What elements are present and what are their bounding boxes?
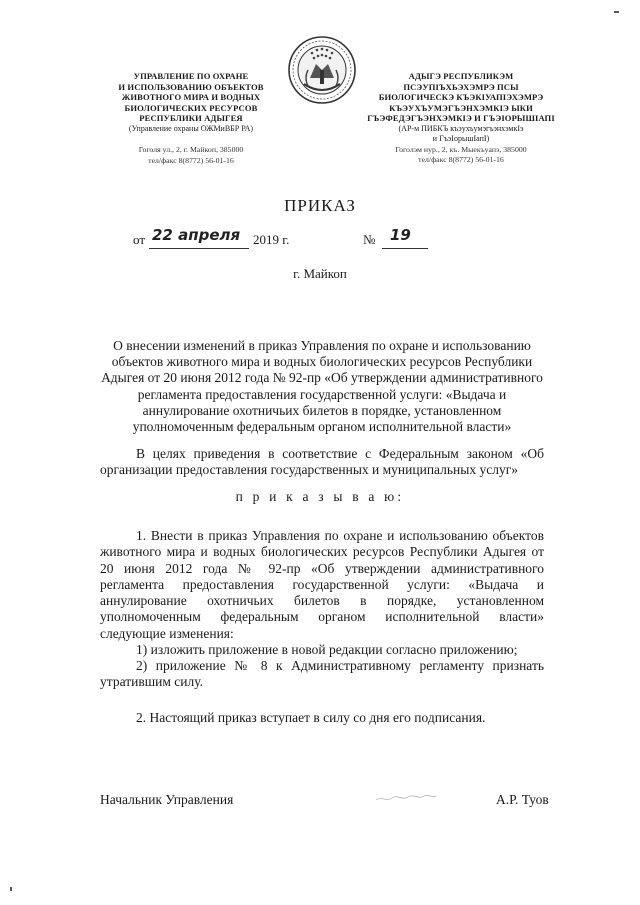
date-prefix: от	[133, 232, 146, 247]
signatory-name: А.Р. Туов	[496, 792, 549, 807]
order-number-underline	[382, 248, 428, 249]
header-right-abbr-1: (АР-м ПИБКЪ къэухъумэгъэнхэмкІэ	[398, 123, 524, 133]
order-number: 19	[390, 226, 411, 244]
signature-scribble-icon	[372, 782, 442, 808]
date-year: 2019 г.	[253, 232, 290, 247]
header-right-phone: тел/факс 8(8772) 56-01-16	[418, 155, 504, 164]
item-1-1: 1) изложить приложение в новой редакции согласно приложению;	[136, 642, 518, 657]
header-right-address: Гоголэм иур., 2, къ. Мыекъуапэ, 385000	[395, 144, 527, 154]
header-left-line: И ИСПОЛЬЗОВАНИЮ ОБЪЕКТОВ	[118, 81, 264, 92]
header-left-abbr: (Управление охраны ОЖМиВБР РА)	[128, 123, 254, 133]
order-word: п р и к а з ы в а ю:	[235, 489, 405, 504]
header-left-phone: тел/факс 8(8772) 56-01-16	[148, 155, 234, 165]
header-right-line: ПСЭУПІЪХЬЭХЭМРЭ ПСЫ	[403, 81, 519, 92]
header-right-line: АДЫГЭ РЕСПУБЛИКЭМ	[408, 71, 514, 81]
item-2: 2. Настоящий приказ вступает в силу со дня его подписания.	[136, 710, 486, 725]
signatory-position: Начальник Управления	[100, 792, 234, 807]
header-left-line: БИОЛОГИЧЕСКИХ РЕСУРСОВ	[124, 102, 258, 113]
header-right-line: КЪЭУХЪУМЭГЪЭНХЭМКІЭ ЫКИ	[389, 102, 533, 113]
header-left-line: РЕСПУБЛИКИ АДЫГЕЯ	[139, 113, 243, 123]
header-right-line: БИОЛОГИЧЕСКЭ КЪЭКІУАПІЭХЭМРЭ	[378, 92, 544, 102]
coat-of-arms-emblem-icon	[286, 34, 358, 106]
scan-mark	[10, 887, 12, 891]
header-left-line: ЖИВОТНОГО МИРА И ВОДНЫХ	[121, 92, 261, 102]
header-left	[96, 71, 286, 166]
date-day-month: 22 апреля	[152, 226, 241, 244]
order-subject: О внесении изменений в приказ Управления по охране и использованию объектов животного мира и водных биологических ресурсов Республики Адыгея от 20 июня 2012 года № 92-пр «Об утверждении административного регламента предоставления государственной услуги: «Выдача и аннулирование охотничьих билетов в порядке, установленном уполномоченным федеральным органом исполнительной власти»	[101, 338, 543, 435]
preamble: В целях приведения в соответствие с Федеральным законом «Об организации предоставления государственных и муниципальных услуг»	[100, 446, 544, 478]
item-1-2: 2) приложение № 8 к Административному регламенту признать утратившим силу.	[100, 658, 544, 690]
date-underline	[149, 248, 249, 249]
scan-mark	[614, 11, 619, 13]
document-title: ПРИКАЗ	[284, 196, 356, 215]
header-right-line: ГЪЭФЕДЭГЪЭНХЭМКІЭ И ГЪЭІОРЫШІАПІ	[367, 113, 555, 123]
city: г. Майкоп	[293, 266, 347, 281]
header-right	[356, 71, 566, 166]
header-left-address: Гоголя ул., 2, г. Майкоп, 385000	[138, 145, 244, 154]
header-right-abbr-2: и ГъэІорышІапІ)	[432, 134, 490, 143]
header-left-line: УПРАВЛЕНИЕ ПО ОХРАНЕ	[133, 71, 249, 81]
order-number-label: №	[363, 232, 376, 247]
item-1: 1. Внести в приказ Управления по охране и использованию объектов животного мира и водных биологических ресурсов Республики Адыгея от 20 июня 2012 года № 92-пр «Об утверждении административного регламента предоставления государственной услуги: «Выдача и аннулирование охотничьих билетов в порядке, установленном уполномоченным федеральным органом исполнительной власти» следующие изменения:	[100, 528, 544, 641]
